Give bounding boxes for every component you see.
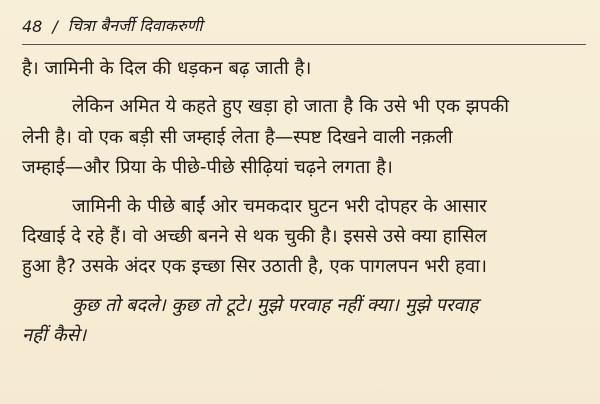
author-name: चित्रा बैनर्जी दिवाकरुणी xyxy=(67,16,203,35)
running-head xyxy=(22,10,586,45)
paragraph-2-line-1: जामिनी के पीछे बाईं ओर चमकदार घुटन भरी दोपहर के आसार xyxy=(72,195,487,217)
page-number: 48 xyxy=(22,17,43,36)
paragraph-3-line-1: कुछ तो बदले। कुछ तो टूटे। मुझे परवाह नहीं क्या। मुझे परवाह xyxy=(72,294,479,316)
paragraph-3-line-2: नहीं कैसे। xyxy=(22,325,87,347)
page-body xyxy=(22,54,584,352)
paragraph-1-line-1: लेकिन अमित ये कहते हुए खड़ा हो जाता है कि उसे भी एक झपकी xyxy=(72,96,510,118)
paragraph-2-line-3: हुआ है? उसके अंदर एक इच्छा सिर उठाती है, एक पागलपन भरी हवा। xyxy=(22,256,487,278)
opening-line: है। जामिनी के दिल की धड़कन बढ़ जाती है। xyxy=(22,58,312,79)
running-head-separator: / xyxy=(52,17,58,36)
paragraph-1-line-3: जम्हाई—और प्रिया के पीछे-पीछे सीढ़ियां चढ़ने लगता है। xyxy=(22,157,393,179)
paragraph-1-line-2: लेनी है। वो एक बड़ी सी जम्हाई लेता है—स्पष्ट दिखने वाली नक़ली xyxy=(22,126,453,148)
paragraph-2-line-2: दिखाई दे रहे हैं। वो अच्छी बनने से थक चुकी है। इससे उसे क्या हासिल xyxy=(22,226,487,248)
